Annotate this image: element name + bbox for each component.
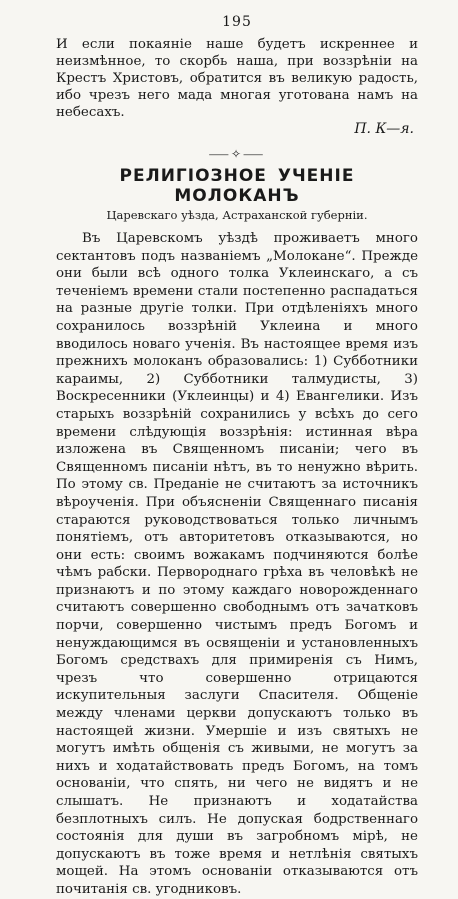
article-body: Въ Царевскомъ уѣздѣ проживаетъ много сектантовъ подъ названіемъ „Молокане“. Прежде они были всѣ одного толка Уклеинскаго, а съ теченіемъ времени стали постепенно распадаться на разные другіе толки. При отдѣленіяхъ много сохранилось воззрѣній Уклеина и много вводилось новаго ученія. Въ настоящее время изъ прежнихъ молоканъ образовались: 1) Субботники караимы, 2) Субботники талмудисты, 3) Воскресенники (Уклеинцы) и 4) Евангелики. Изъ старыхъ воззрѣній сохранились у всѣхъ до сего времени слѣдующія воззрѣнія: истинная вѣра изложена въ Священномъ писаніи; чего въ Священномъ писаніи нѣтъ, въ то ненужно вѣрить. По этому св. Преданіе не считаютъ за источникъ вѣроученія. При объясненіи Священнаго писанія стараются руководствоваться только личнымъ понятіемъ, отъ авторитетовъ отказываются, но они есть: своимъ вожакамъ подчиняются болѣе чѣмъ рабски. Первороднаго грѣха въ человѣкѣ не признаютъ и по этому каждаго новорожденнаго считаютъ совершенно свободнымъ отъ зачатковъ порчи, совершенно чистымъ предъ Богомъ и ненуждающимся въ освященіи и установленныхъ Богомъ средствахъ для примиренія съ Нимъ, чрезъ что совершенно отрицаются искупительныя заслуги Спасителя. Общеніе между членами церкви допускаютъ только въ настоящей жизни. Умершіе и изъ святыхъ не могутъ имѣть общенія съ живыми, не могутъ за нихъ и ходатайствовать предъ Богомъ, на томъ основаніи, что спять, ни чего не видятъ и не слышатъ. Не признаютъ и ходатайства безплотныхъ силъ. Не допуская бодрственнаго состоянія для души въ загробномъ мірѣ, не допускаютъ въ тоже время и нетлѣнія святыхъ мощей. На этомъ основаніи отказываются отъ почитанія св. угодниковъ. (56, 231, 418, 897)
article-title: РЕЛИГІОЗНОЕ УЧЕНІЕ МОЛОКАНЪ (119, 166, 355, 206)
author-signature: П. К—я. (354, 121, 414, 137)
article-subtitle: Царевскаго уѣзда, Астраханской губерніи. (106, 208, 368, 222)
page-number: 195 (222, 14, 252, 30)
section-ornament: ⸺✧⸺ (208, 147, 266, 161)
intro-paragraph: И если покаяніе наше будетъ искреннее и неизмѣнное, то скорбь наша, при воззрѣніи на Крестъ Христовъ, обратится въ великую радость, ибо чрезъ него мада многая уготована намъ на небесахъ. (56, 37, 418, 120)
